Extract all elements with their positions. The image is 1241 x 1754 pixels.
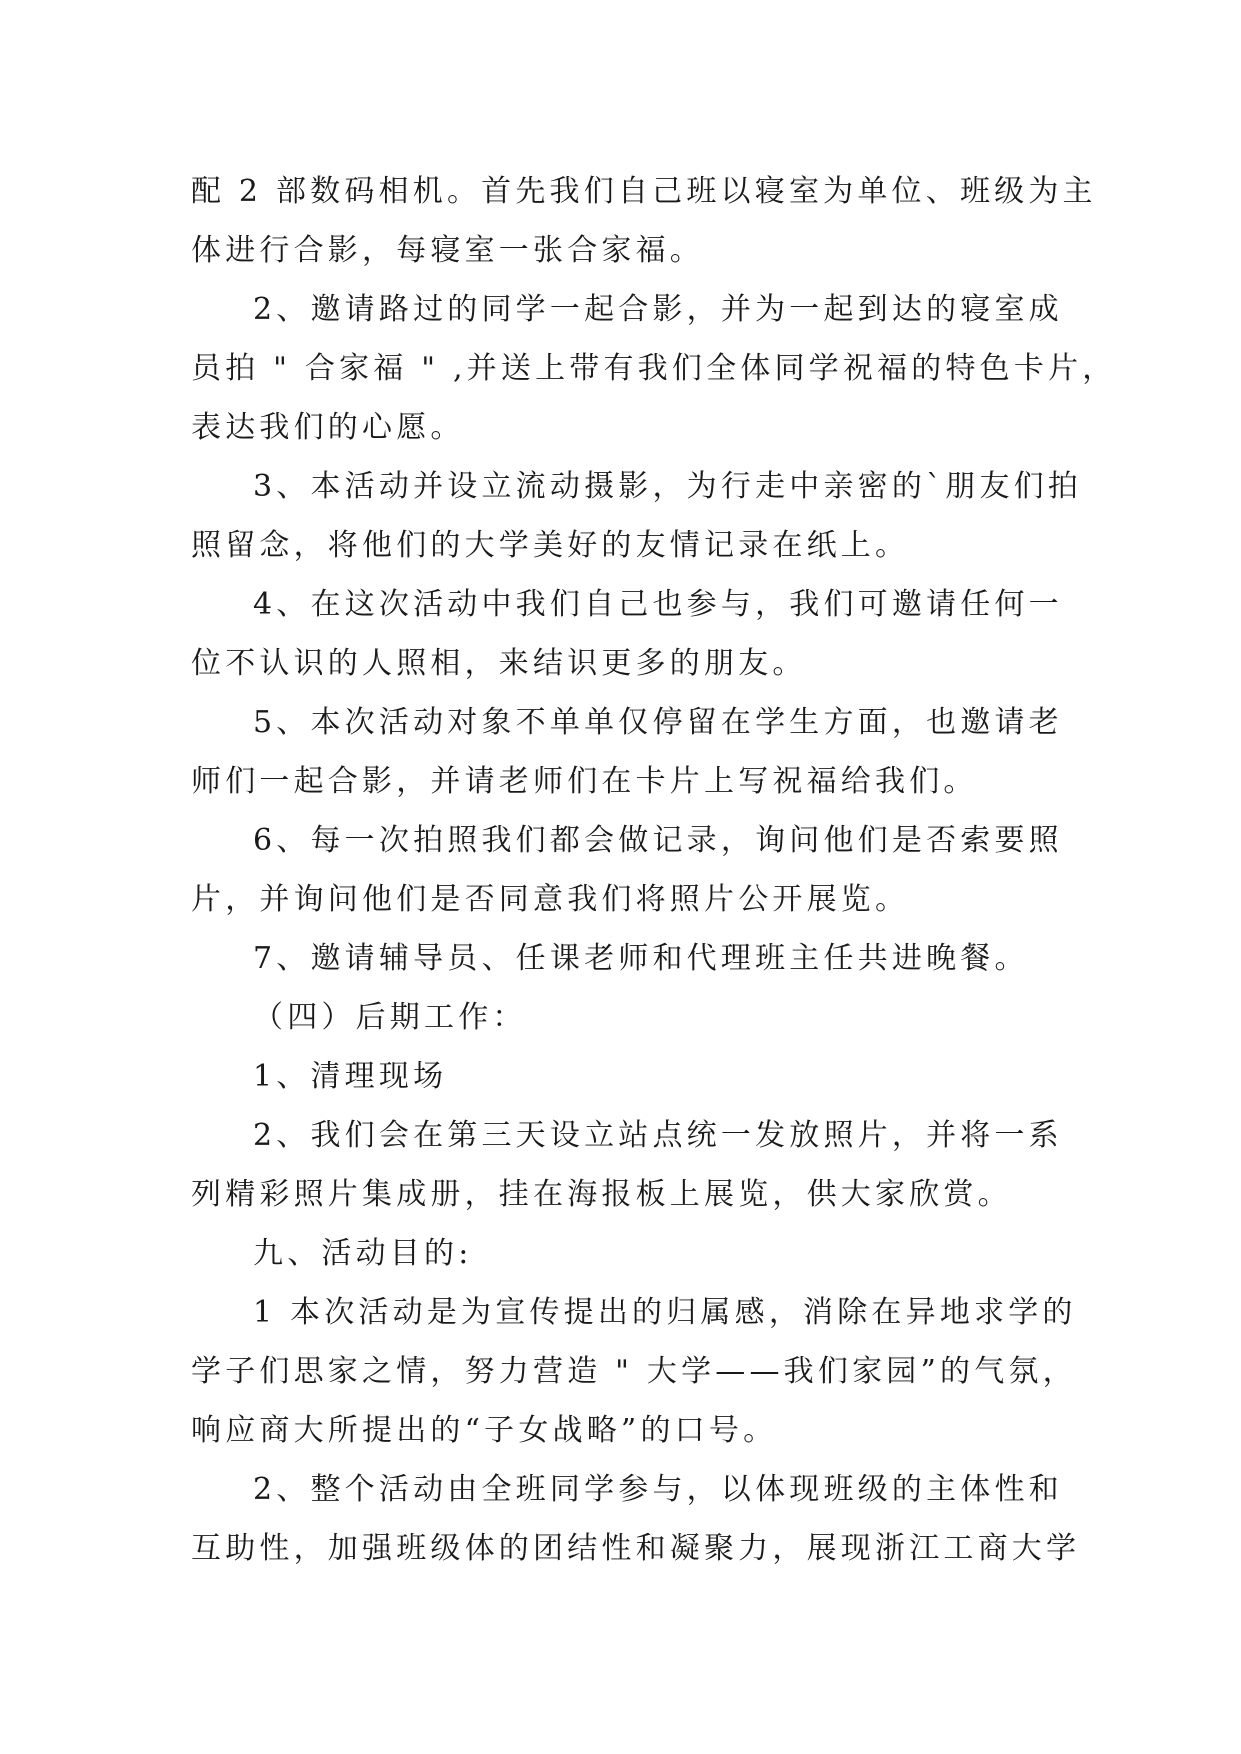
text-line: 2、我们会在第三天设立站点统一发放照片，并将一系	[253, 1118, 1063, 1153]
text-line: 5、本次活动对象不单单仅停留在学生方面，也邀请老	[253, 705, 1063, 740]
text-line: 师们一起合影，并请老师们在卡片上写祝福给我们。	[191, 764, 978, 799]
text-line: 配 2 部数码相机。首先我们自己班以寝室为单位、班级为主	[191, 174, 1097, 209]
section-heading: 九、活动目的:	[253, 1236, 473, 1271]
text-line: 3、本活动并设立流动摄影，为行走中亲密的`朋友们拍	[253, 469, 1083, 504]
text-line: 响应商大所提出的“子女战略”的口号。	[191, 1413, 778, 1448]
text-line: 6、每一次拍照我们都会做记录，询问他们是否索要照	[253, 823, 1063, 858]
text-line: 7、邀请辅导员、任课老师和代理班主任共进晚餐。	[253, 941, 1029, 976]
text-line: 位不认识的人照相，来结识更多的朋友。	[191, 646, 807, 681]
text-line: 学子们思家之情，努力营造 " 大学——我们家园”的气氛，	[191, 1354, 1077, 1389]
section-heading: （四）后期工作：	[253, 1000, 527, 1035]
text-line: 照留念，将他们的大学美好的友情记录在纸上。	[191, 528, 910, 563]
document-body	[191, 162, 1117, 1578]
text-line: 互助性，加强班级体的团结性和凝聚力，展现浙江工商大学	[191, 1531, 1081, 1566]
text-line: 片，并询问他们是否同意我们将照片公开展览。	[191, 882, 910, 917]
text-line: 表达我们的心愿。	[191, 410, 465, 445]
text-line: 体进行合影，每寝室一张合家福。	[191, 233, 704, 268]
text-line: 2、邀请路过的同学一起合影，并为一起到达的寝室成	[253, 292, 1063, 327]
text-line: 列精彩照片集成册，挂在海报板上展览，供大家欣赏。	[191, 1177, 1012, 1212]
text-line: 1 本次活动是为宣传提出的归属感，消除在异地求学的	[253, 1295, 1077, 1330]
text-line: 员拍 " 合家福 " ,并送上带有我们全体同学祝福的特色卡片，	[191, 351, 1117, 386]
text-line: 4、在这次活动中我们自己也参与，我们可邀请任何一	[253, 587, 1063, 622]
text-line: 1、清理现场	[253, 1059, 448, 1094]
text-line: 2、整个活动由全班同学参与，以体现班级的主体性和	[253, 1472, 1063, 1507]
